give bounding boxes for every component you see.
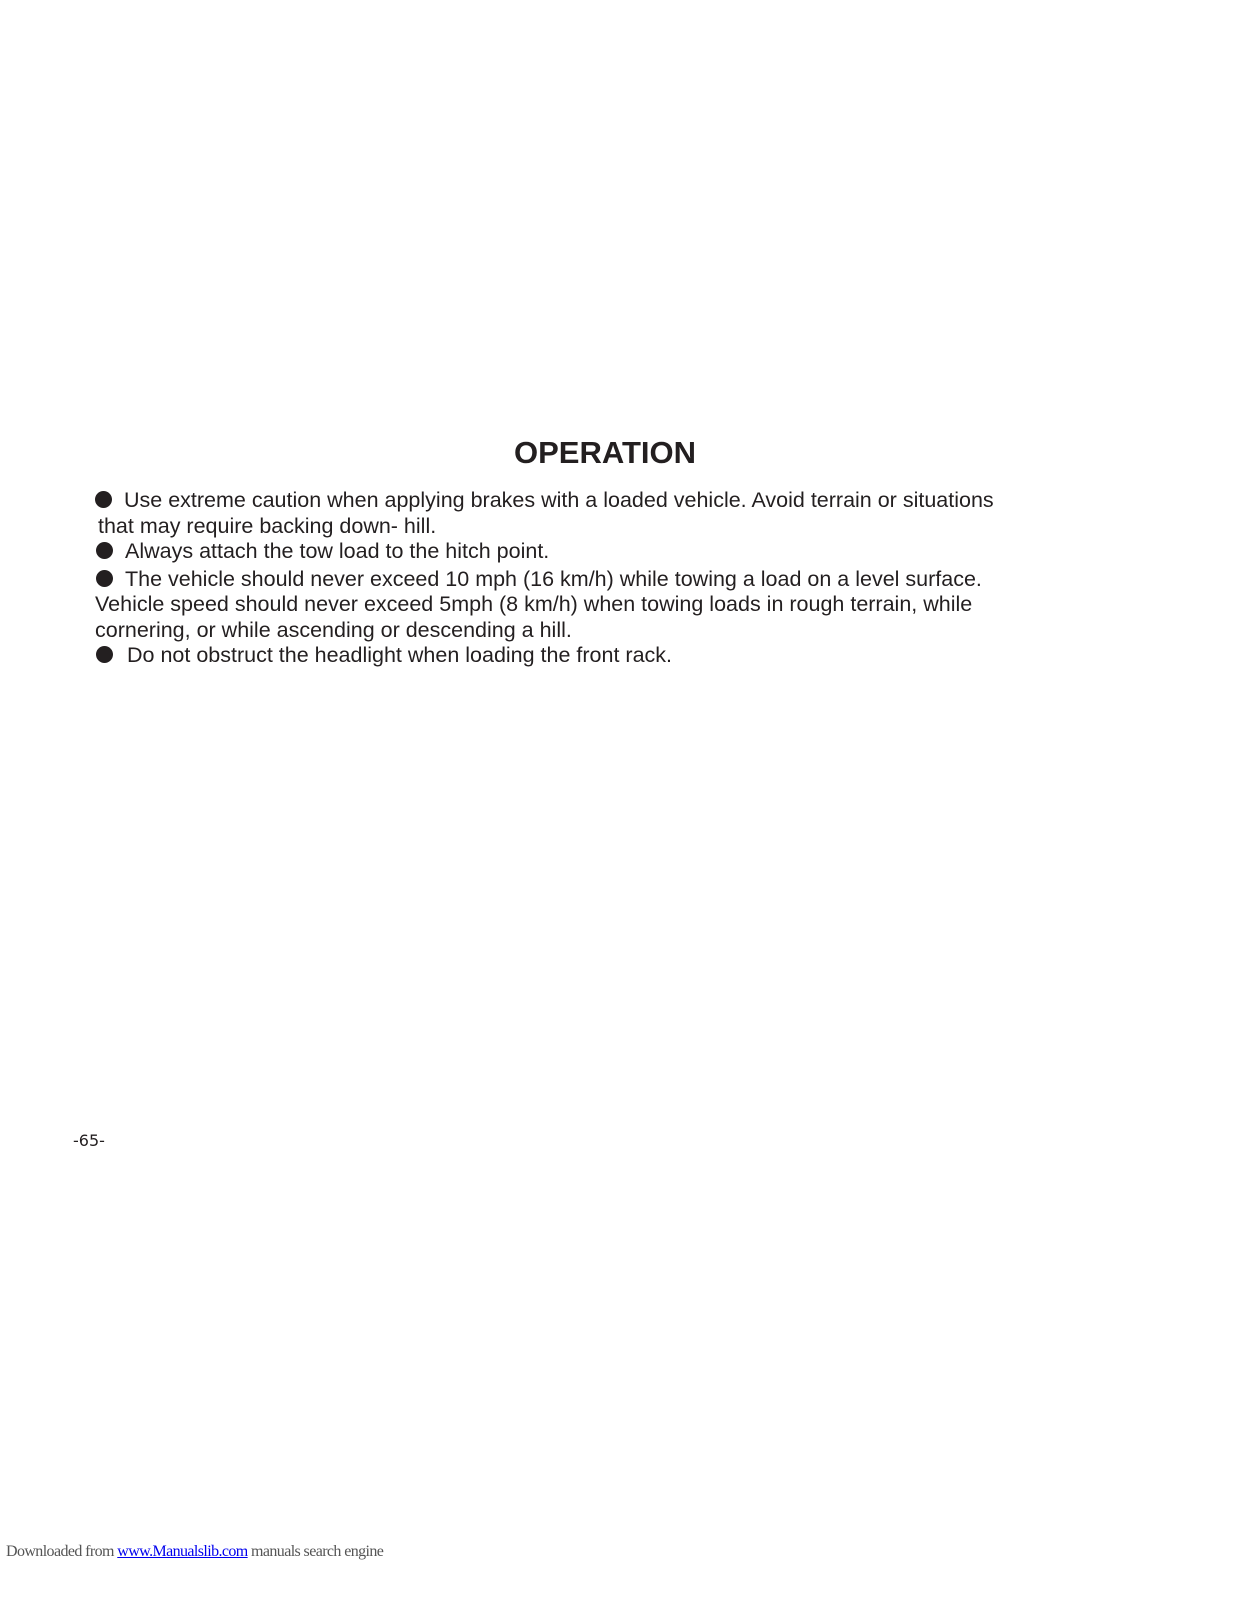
list-item-continuation: cornering, or while ascending or descending a hill. [95, 617, 572, 642]
download-footer [6, 1542, 383, 1562]
page-title: OPERATION [514, 435, 696, 470]
list-item-text: Use extreme caution when applying brakes with a loaded vehicle. Avoid terrain or situations [124, 488, 994, 512]
page-number: -65- [73, 1131, 105, 1150]
footer-prefix: Downloaded from [6, 1543, 118, 1560]
list-item [96, 643, 1095, 669]
bullet-icon [96, 646, 113, 663]
list-item-continuation: Vehicle speed should never exceed 5mph (8 km/h) when towing loads in rough terrain, while [95, 592, 973, 616]
bullet-icon [96, 570, 113, 587]
bullet-icon [95, 491, 112, 508]
list-item [95, 488, 1095, 514]
list-item-continuation: that may require backing down- hill. [98, 513, 437, 538]
list-item-text: The vehicle should never exceed 10 mph (16 km/h) while towing a load on a level surface. [125, 566, 982, 591]
list-item [96, 539, 1095, 565]
bullet-icon [96, 542, 113, 559]
manualslib-link[interactable]: www.Manualslib.com [117, 1543, 248, 1560]
list-item-text: Always attach the tow load to the hitch point. [125, 539, 550, 563]
bullet-list [95, 488, 1095, 669]
list-item-text: Do not obstruct the headlight when loading the front rack. [127, 643, 673, 667]
footer-suffix: manuals search engine [247, 1543, 384, 1560]
list-item [96, 567, 1095, 593]
